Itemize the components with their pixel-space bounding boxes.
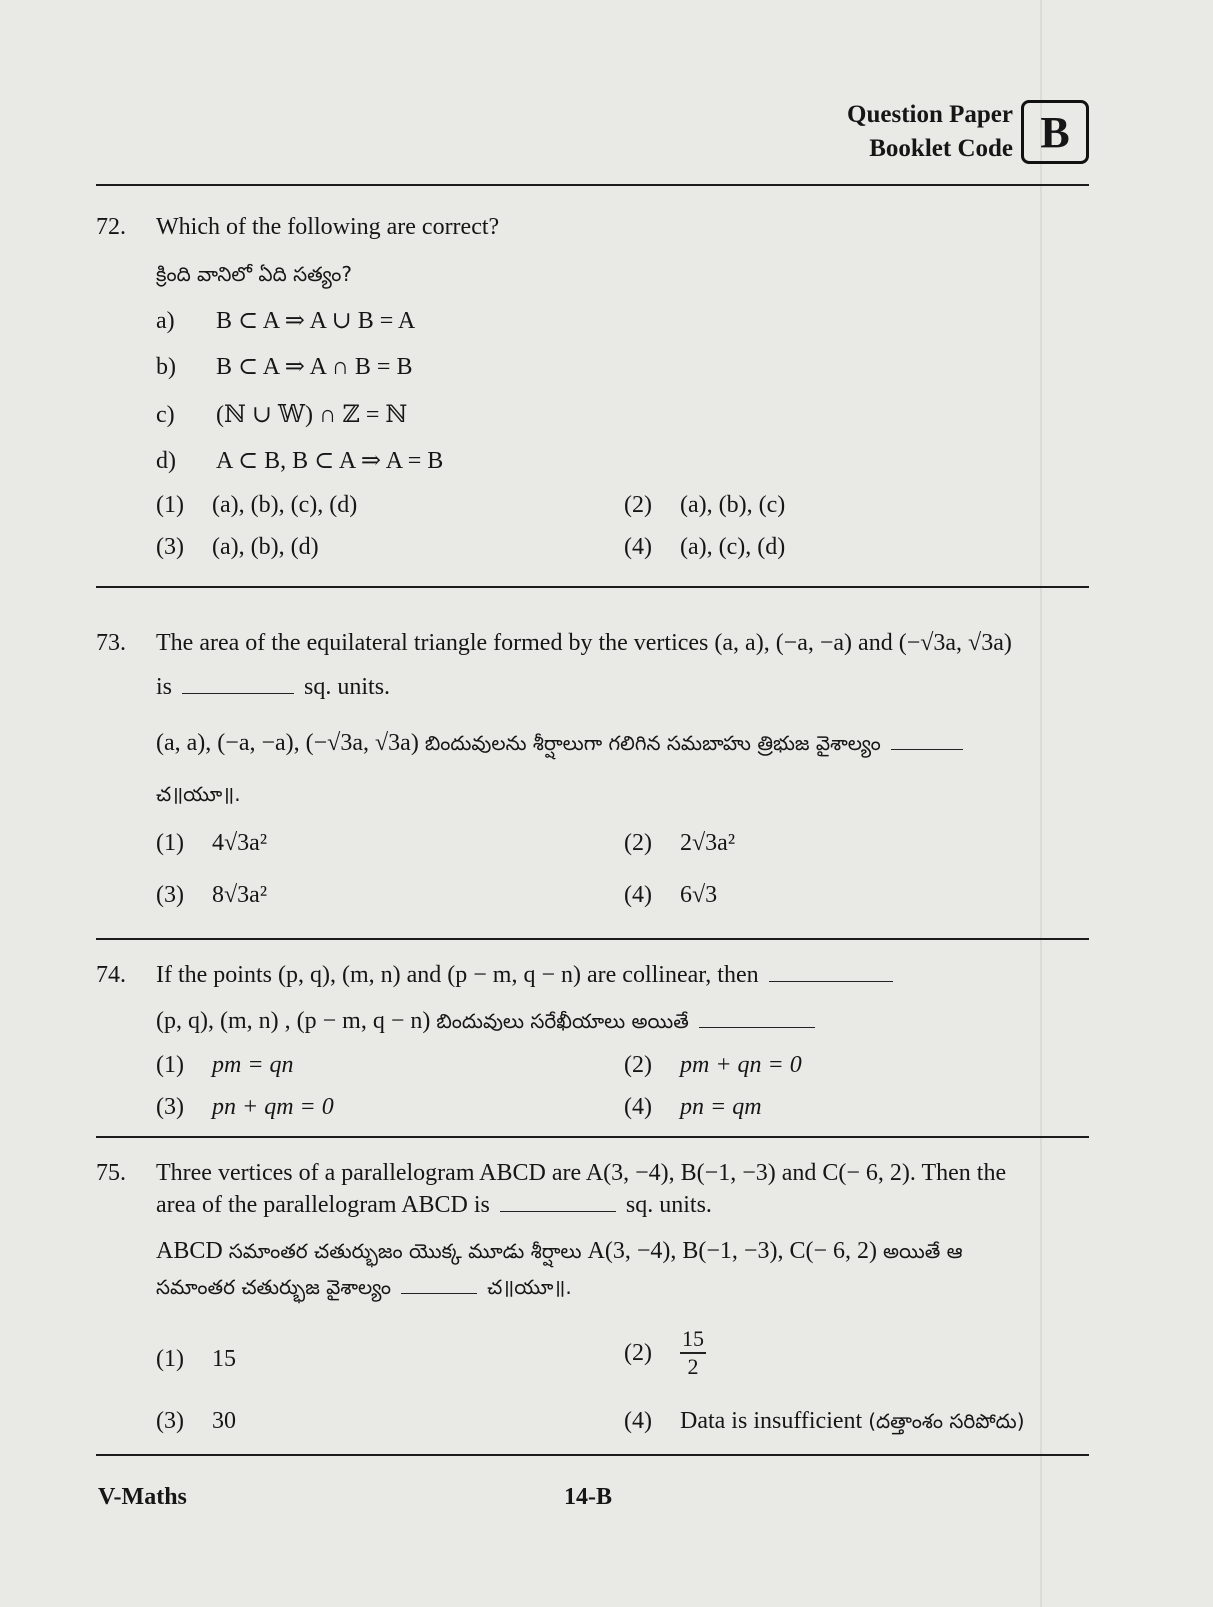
option-text: pn = qm [680, 1094, 762, 1120]
option-4[interactable] [624, 1408, 1025, 1438]
header-line-2: Booklet Code [869, 135, 1013, 162]
question-text-en-1: Three vertices of a parallelogram ABCD are A(3, −4), B(−1, −3) and C(− 6, 2). Then the [156, 1160, 1007, 1186]
question-text-te-2 [156, 1274, 572, 1304]
statement-label: c) [156, 402, 175, 428]
option-text: 4√3a² [212, 830, 268, 856]
footer-subject: V-Maths [98, 1484, 187, 1510]
page-fold-shadow [1040, 0, 1042, 1607]
statement-text: (ℕ ∪ 𝕎) ∩ ℤ = ℕ [216, 402, 408, 428]
option-number: (2) [624, 1339, 652, 1366]
question-text-part: (a, a), (−a, −a), (−√3a, √3a) [156, 730, 419, 756]
option-text: 30 [212, 1408, 236, 1434]
divider [96, 586, 1089, 588]
question-text-en-2 [156, 1192, 712, 1219]
answer-blank [699, 1023, 815, 1028]
option-2[interactable] [624, 492, 785, 519]
option-2[interactable] [624, 1052, 802, 1079]
booklet-code-box: B [1021, 100, 1089, 164]
statement-text: A ⊂ B, B ⊂ A ⇒ A = B [216, 448, 444, 474]
option-number: (3) [156, 1094, 184, 1120]
option-number: (1) [156, 830, 184, 856]
answer-blank [182, 689, 294, 694]
statement-d [156, 446, 443, 475]
question-text-te-2: చ॥యూ॥. [156, 782, 241, 806]
statement-label: a) [156, 308, 175, 334]
question-number: 74. [96, 962, 126, 988]
option-number: (4) [624, 1408, 652, 1434]
answer-blank [891, 745, 963, 750]
option-text-te: (దత్తాంశం సరిపోదు) [868, 1409, 1025, 1433]
option-number: (4) [624, 534, 652, 560]
option-text: (a), (b), (d) [212, 534, 319, 560]
footer-page-number: 14-B [564, 1484, 612, 1510]
booklet-code-header [847, 98, 1089, 166]
question-text-en-1: The area of the equilateral triangle formed by the vertices (a, a), (−a, −a) and (−√3a, √3a) [156, 630, 1012, 656]
header-line-1: Question Paper [847, 101, 1013, 128]
question-text-part: సమాంతర చతుర్భుజ వైశాల్యం [156, 1275, 392, 1299]
option-number: (1) [156, 1052, 184, 1078]
option-3[interactable] [156, 1094, 334, 1121]
option-text: 8√3a² [212, 882, 268, 908]
option-text: 2√3a² [680, 830, 736, 856]
divider [96, 1136, 1089, 1138]
option-3[interactable] [156, 534, 319, 561]
option-number: (2) [624, 830, 652, 856]
option-text: (a), (b), (c) [680, 492, 786, 518]
fraction [680, 1326, 706, 1380]
option-1[interactable] [156, 1346, 236, 1373]
option-text: pm = qn [212, 1052, 294, 1078]
question-text-part: area of the parallelogram ABCD is [156, 1192, 490, 1218]
statement-label: b) [156, 354, 176, 380]
question-text-te [156, 1008, 819, 1038]
option-4[interactable] [624, 882, 717, 909]
option-1[interactable] [156, 492, 357, 519]
question-text-part: చ॥యూ॥. [487, 1275, 572, 1299]
question-text-part: is [156, 674, 173, 700]
option-3[interactable] [156, 882, 267, 909]
statement-a [156, 306, 415, 335]
statement-b [156, 352, 412, 381]
option-number: (2) [624, 1052, 652, 1078]
option-4[interactable] [624, 534, 785, 561]
statement-label: d) [156, 448, 176, 474]
option-3[interactable] [156, 1408, 236, 1435]
option-number: (3) [156, 534, 184, 560]
question-text-en [156, 962, 897, 989]
option-text: pm + qn = 0 [680, 1052, 802, 1078]
question-text-part: ABCD [156, 1238, 223, 1264]
option-4[interactable] [624, 1094, 762, 1121]
fraction-numerator: 15 [682, 1326, 704, 1351]
option-text: (a), (b), (c), (d) [212, 492, 358, 518]
option-1[interactable] [156, 830, 267, 857]
question-text-te: క్రింది వానిలో ఏది సత్యం? [156, 262, 353, 286]
option-2[interactable] [624, 830, 735, 857]
question-text-part: సమాంతర చతుర్భుజం యొక్క మూడు శీర్షాలు [228, 1239, 582, 1263]
question-text-part: A(3, −4), B(−1, −3), C(− 6, 2) [587, 1238, 877, 1264]
question-text-part: If the points (p, q), (m, n) and (p − m, q − n) are collinear, then [156, 962, 759, 988]
question-number: 73. [96, 630, 126, 656]
option-number: (4) [624, 1094, 652, 1120]
option-number: (3) [156, 882, 184, 908]
option-text: 6√3 [680, 882, 718, 908]
statement-c [156, 400, 407, 429]
booklet-code-label [847, 98, 1013, 166]
question-text-part: అయితే ఆ [883, 1239, 963, 1263]
answer-blank [500, 1207, 616, 1212]
question-number: 75. [96, 1160, 126, 1186]
fraction-denominator: 2 [687, 1354, 699, 1379]
question-text-en: Which of the following are correct? [156, 214, 500, 240]
option-text: (a), (c), (d) [680, 534, 786, 560]
option-number: (2) [624, 492, 652, 518]
option-number: (1) [156, 492, 184, 518]
option-1[interactable] [156, 1052, 294, 1079]
option-text: pn + qm = 0 [212, 1094, 334, 1120]
option-number: (4) [624, 882, 652, 908]
question-text-en-2 [156, 674, 390, 701]
answer-blank [769, 977, 893, 982]
option-text: 15 [212, 1346, 236, 1372]
question-number: 72. [96, 214, 126, 240]
answer-blank [401, 1289, 477, 1294]
option-number: (3) [156, 1408, 184, 1434]
question-text-part: sq. units. [625, 1192, 712, 1218]
question-text-part: sq. units. [304, 674, 391, 700]
question-text-te-1 [156, 730, 967, 760]
divider-top [96, 184, 1089, 186]
question-text-part: బిందువులను శీర్షాలుగా గలిగిన సమబాహు త్రిభుజ వైశాల్యం [424, 731, 881, 755]
question-text-part: బిందువులు సరేఖీయాలు అయితే [436, 1009, 689, 1033]
question-text-part: (p, q), (m, n) , (p − m, q − n) [156, 1008, 431, 1034]
question-text-te-1 [156, 1238, 963, 1268]
divider-bottom [96, 1454, 1089, 1456]
statement-text: B ⊂ A ⇒ A ∪ B = A [216, 308, 416, 334]
option-2[interactable] [624, 1326, 706, 1380]
statement-text: B ⊂ A ⇒ A ∩ B = B [216, 354, 413, 380]
option-number: (1) [156, 1346, 184, 1372]
divider [96, 938, 1089, 940]
option-text: Data is insufficient [680, 1408, 863, 1434]
